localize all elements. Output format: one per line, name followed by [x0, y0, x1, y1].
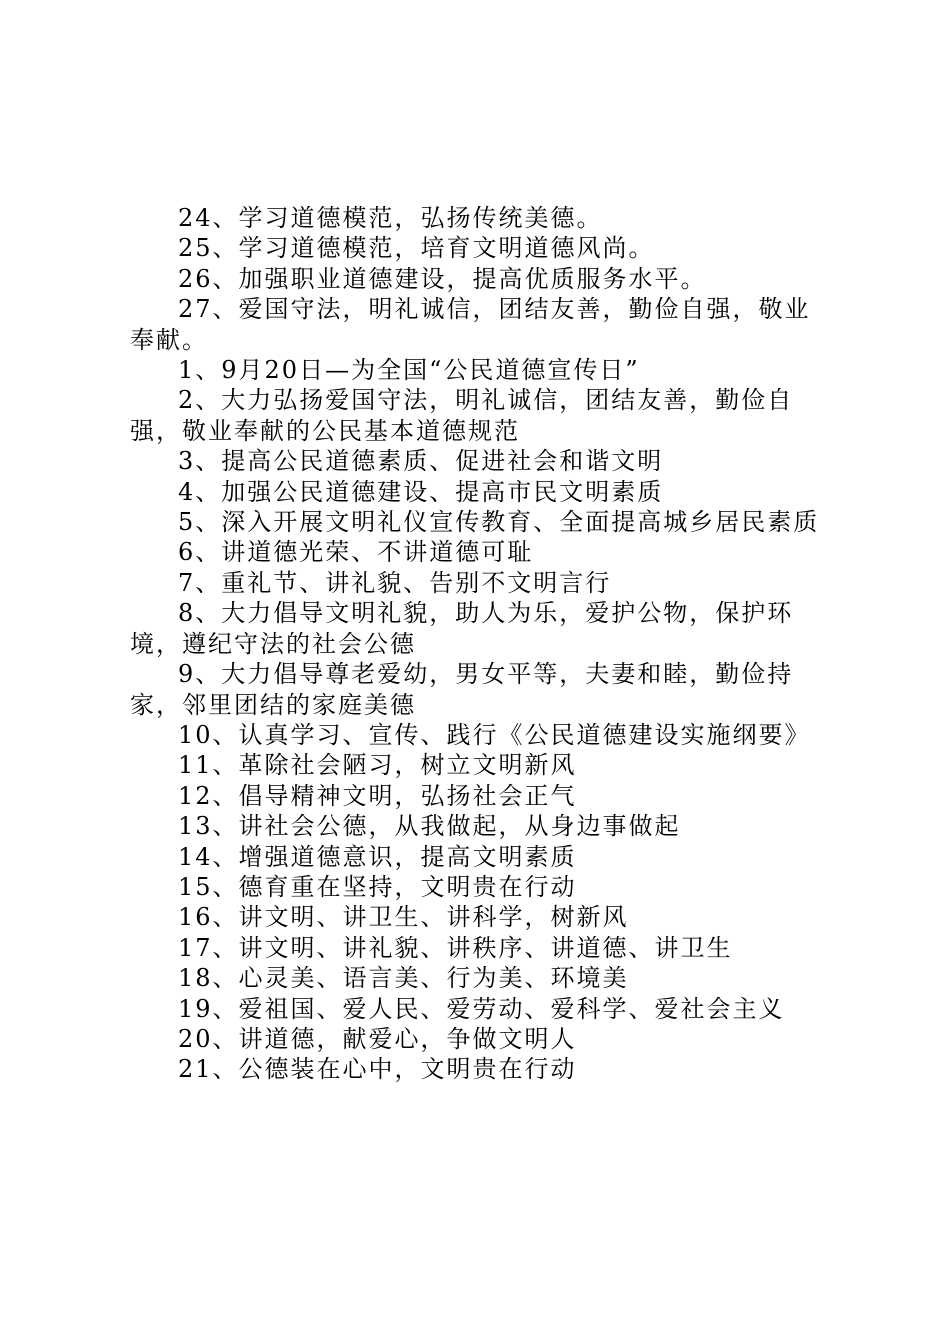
paragraph-7: 7、重礼节、讲礼貌、告别不文明言行 — [178, 568, 612, 597]
paragraph-8: 8、大力倡导文明礼貌，助人为乐，爱护公物，保护环境，遵纪守法的社会公德 — [130, 599, 794, 658]
paragraph-9: 9、大力倡导尊老爱幼，男女平等，夫妻和睦，勤俭持家，邻里团结的家庭美德 — [130, 660, 794, 719]
paragraph-11: 11、革除社会陋习，树立文明新风 — [178, 751, 577, 780]
paragraph-5: 5、深入开展文明礼仪宣传教育、全面提高城乡居民素质 — [178, 508, 820, 537]
paragraph-21: 21、公德装在心中，文明贵在行动 — [178, 1055, 577, 1084]
paragraph-16: 16、讲文明、讲卫生、讲科学，树新风 — [178, 903, 629, 932]
paragraph-6: 6、讲道德光荣、不讲道德可耻 — [178, 538, 534, 567]
paragraph-17: 17、讲文明、讲礼貌、讲秩序、讲道德、讲卫生 — [178, 933, 733, 962]
paragraph-20: 20、讲道德，献爱心，争做文明人 — [178, 1024, 577, 1053]
paragraph-26: 26、加强职业道德建设，提高优质服务水平。 — [178, 264, 707, 293]
paragraph-14: 14、增强道德意识，提高文明素质 — [178, 842, 577, 871]
paragraph-15: 15、德育重在坚持，文明贵在行动 — [178, 872, 577, 901]
paragraph-12: 12、倡导精神文明，弘扬社会正气 — [178, 781, 577, 810]
paragraph-24: 24、学习道德模范，弘扬传统美德。 — [178, 204, 603, 232]
paragraph-1: 1、9月20日—为全国“公民道德宣传日” — [178, 356, 640, 385]
paragraph-18: 18、心灵美、语言美、行为美、环境美 — [178, 964, 629, 993]
paragraph-19: 19、爱祖国、爱人民、爱劳动、爱科学、爱社会主义 — [178, 994, 785, 1023]
paragraph-4: 4、加强公民道德建设、提高市民文明素质 — [178, 477, 664, 506]
paragraph-3: 3、提高公民道德素质、促进社会和谐文明 — [178, 447, 664, 476]
document-body — [130, 203, 830, 1085]
paragraph-13: 13、讲社会公德，从我做起，从身边事做起 — [178, 812, 681, 841]
paragraph-25: 25、学习道德模范，培育文明道德风尚。 — [178, 234, 655, 263]
paragraph-27: 27、爱国守法，明礼诚信，团结友善，勤俭自强，敬业奉献。 — [130, 295, 811, 354]
paragraph-2: 2、大力弘扬爱国守法，明礼诚信，团结友善，勤俭自强，敬业奉献的公民基本道德规范 — [130, 386, 794, 445]
paragraph-10: 10、认真学习、宣传、践行《公民道德建设实施纲要》 — [178, 720, 811, 749]
